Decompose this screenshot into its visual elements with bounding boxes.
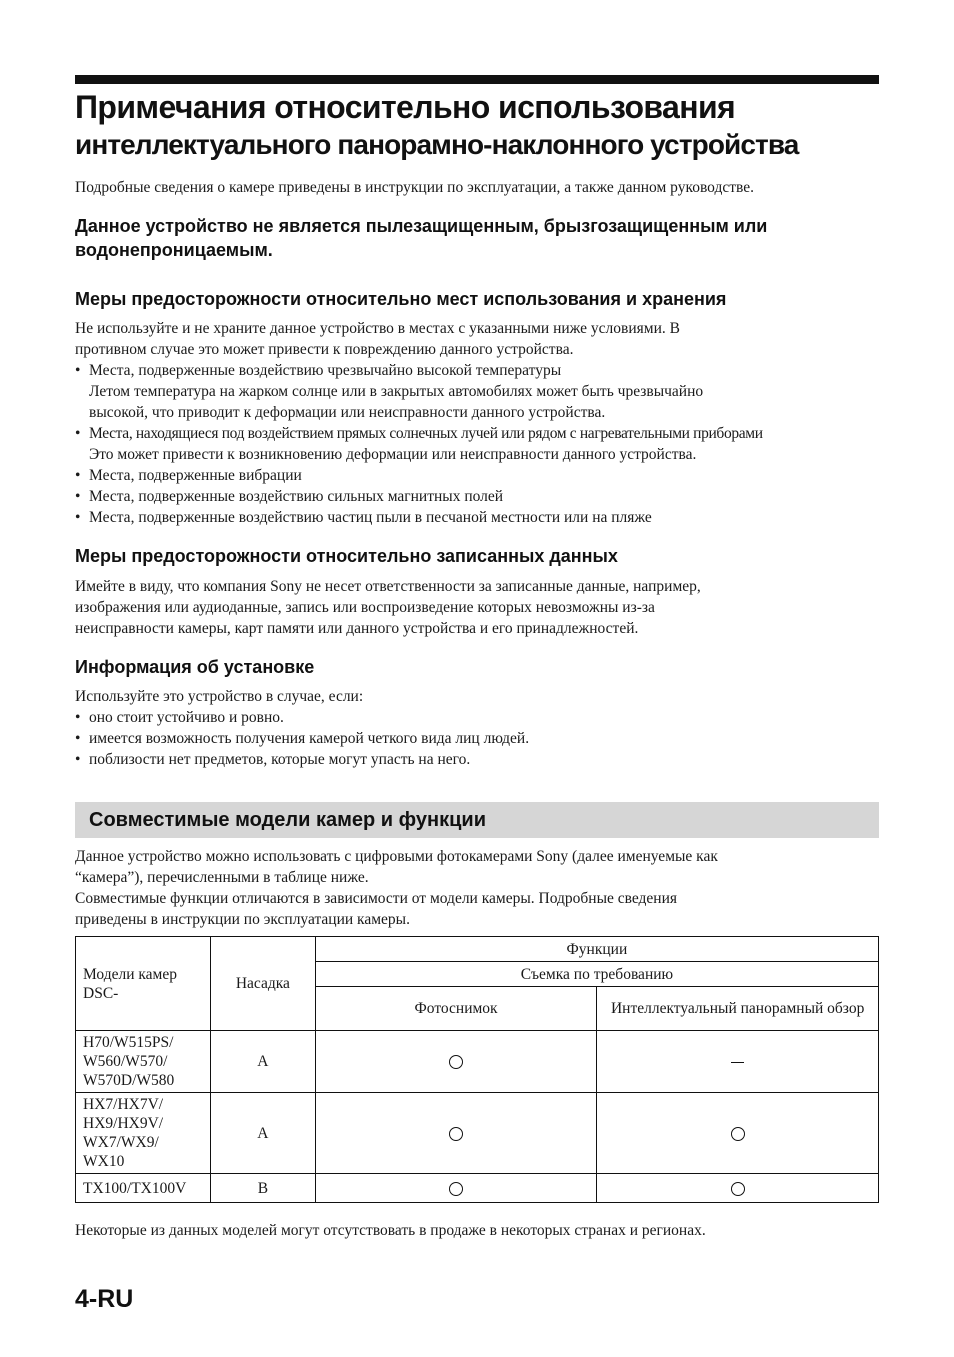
header-models: Модели камер DSC- (76, 937, 211, 1031)
storage-bullet: • Места, подверженные воздействию частиц пыли в песчаной местности или на пляже (75, 507, 885, 528)
install-body (75, 686, 885, 770)
storage-bullet: • Места, находящиеся под воздействием прямых солнечных лучей или рядом с нагревательными приборами (75, 423, 885, 444)
storage-line: Не используйте и не храните данное устройство в местах с указанными ниже условиями. В (75, 320, 680, 337)
cell-photo (315, 1031, 597, 1093)
storage-bullet: • Места, подверженные воздействию сильных магнитных полей (75, 486, 885, 507)
circle-icon (449, 1127, 463, 1141)
header-functions: Функции (315, 937, 878, 962)
page-number: 4-RU (75, 1285, 134, 1313)
header-on-demand: Съемка по требованию (315, 962, 878, 987)
install-heading: Информация об установке (75, 657, 315, 677)
compat-line: Совместимые функции отличаются в зависимости от модели камеры. Подробные сведения (75, 890, 678, 907)
circle-icon (731, 1182, 745, 1196)
warning-line-2: водонепроницаемым. (75, 240, 273, 260)
compat-heading: Совместимые модели камер и функции (89, 809, 486, 831)
compat-body (75, 846, 885, 930)
model-name: WX10 (83, 1153, 125, 1170)
storage-line: противном случае это может привести к повреждению данного устройства. (75, 341, 574, 358)
compat-line: “камера”), перечисленными в таблице ниже. (75, 869, 369, 886)
storage-bullet: • Места, подверженные воздействию чрезвычайно высокой температуры (75, 360, 885, 381)
recorded-line: изображения или аудиоданные, запись или воспроизведение которых невозможны из-за (75, 599, 655, 616)
circle-icon (731, 1127, 745, 1141)
cell-attachment: A (210, 1093, 315, 1174)
circle-icon (449, 1055, 463, 1069)
header-photo: Фотоснимок (315, 987, 597, 1031)
cell-models (76, 1031, 211, 1093)
compat-section-bar (75, 802, 879, 838)
install-bullet: • поблизости нет предметов, которые могут упасть на него. (75, 749, 885, 770)
model-name: HX9/HX9V/ (83, 1115, 164, 1132)
cell-panorama (597, 1174, 879, 1203)
table-header-row (76, 937, 879, 962)
cell-panorama (597, 1031, 879, 1093)
warning-heading (75, 214, 885, 262)
install-lead: Используйте это устройство в случае, если: (75, 688, 364, 705)
model-name: W560/W570/ (83, 1053, 168, 1070)
install-bullet: • оно стоит устойчиво и ровно. (75, 707, 885, 728)
header-attachment: Насадка (210, 937, 315, 1031)
cell-attachment: B (210, 1174, 315, 1203)
model-name: HX7/HX7V/ (83, 1096, 164, 1113)
cell-attachment: A (210, 1031, 315, 1093)
table-row (76, 1174, 879, 1203)
compat-table (75, 936, 879, 1203)
storage-bullet-detail: Летом температура на жарком солнце или в закрытых автомобилях может быть чрезвычайно (89, 383, 704, 400)
header-panorama: Интеллектуальный панорамный обзор (597, 987, 879, 1031)
page-title (75, 88, 895, 164)
cell-photo (315, 1174, 597, 1203)
storage-heading: Меры предосторожности относительно мест использования и хранения (75, 289, 727, 309)
compat-line: Данное устройство можно использовать с цифровыми фотокамерами Sony (далее именуемые как (75, 848, 718, 865)
model-name: TX100/TX100V (83, 1179, 187, 1197)
intro-text: Подробные сведения о камере приведены в инструкции по эксплуатации, а также данном руководстве. (75, 179, 755, 196)
top-rule (75, 75, 879, 84)
model-name: WX7/WX9/ (83, 1134, 159, 1151)
storage-bullet-detail: Это может привести к возникновению деформации или неисправности данного устройства. (89, 446, 697, 463)
storage-bullet-detail: высокой, что приводит к деформации или неисправности данного устройства. (89, 404, 606, 421)
cell-panorama (597, 1093, 879, 1174)
page-title-line-1: Примечания относительно использования (75, 89, 736, 125)
install-bullet: • имеется возможность получения камерой четкого вида лиц людей. (75, 728, 885, 749)
table-row (76, 1031, 879, 1093)
cell-photo (315, 1093, 597, 1174)
cell-models (76, 1174, 211, 1203)
circle-icon (449, 1182, 463, 1196)
dash-icon (731, 1062, 744, 1064)
storage-body (75, 318, 885, 528)
footnote: Некоторые из данных моделей могут отсутствовать в продаже в некоторых странах и регионах. (75, 1222, 706, 1239)
recorded-body (75, 576, 885, 639)
recorded-line: неисправности камеры, карт памяти или данного устройства и его принадлежностей. (75, 620, 639, 637)
recorded-heading: Меры предосторожности относительно записанных данных (75, 546, 618, 566)
model-name: W570D/W580 (83, 1072, 175, 1089)
compat-line: приведены в инструкции по эксплуатации камеры. (75, 911, 410, 928)
page-title-line-2: интеллектуального панорамно-наклонного устройства (75, 129, 799, 160)
recorded-line: Имейте в виду, что компания Sony не несет ответственности за записанные данные, например, (75, 578, 701, 595)
table-row (76, 1093, 879, 1174)
model-name: H70/W515PS/ (83, 1034, 174, 1051)
storage-bullet: • Места, подверженные вибрации (75, 465, 885, 486)
cell-models (76, 1093, 211, 1174)
warning-line-1: Данное устройство не является пылезащищенным, брызгозащищенным или (75, 216, 768, 236)
